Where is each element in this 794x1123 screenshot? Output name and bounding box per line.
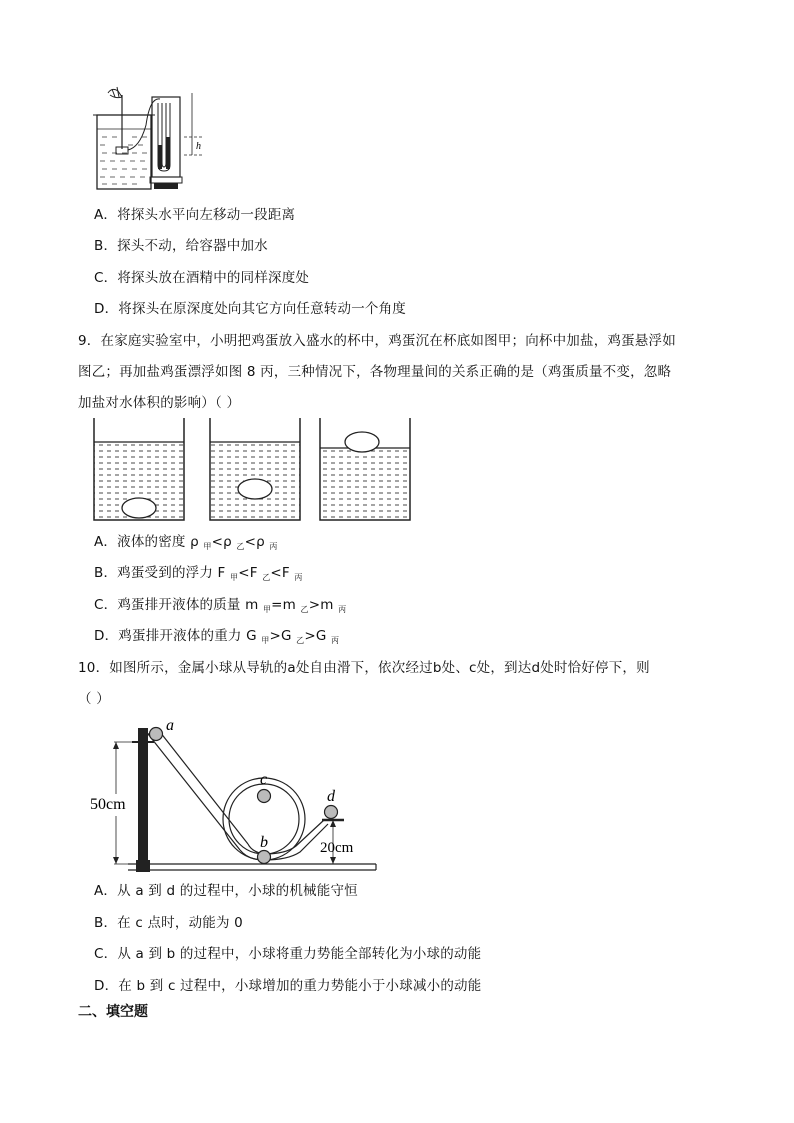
cup-bing — [320, 448, 410, 520]
q9-stem-line1: 9．在家庭实验室中，小明把鸡蛋放入盛水的杯中，鸡蛋沉在杯底如图甲；向杯中加盐，鸡蛋悬浮如 — [78, 333, 676, 349]
q10-option-a: A．从 a 到 d 的过程中，小球的机械能守恒 — [94, 883, 358, 899]
loop-track-figure — [88, 712, 378, 874]
q9-option-a: A．液体的密度 ρ $_甲$<ρ $_乙$<ρ $_丙$ — [94, 534, 278, 551]
q10-option-d: D．在 b 到 c 过程中，小球增加的重力势能小于小球减小的动能 — [94, 978, 482, 994]
ball-c — [258, 790, 271, 803]
egg-sunk — [122, 498, 156, 518]
q9-stem-line3: 加盐对水体积的影响）（ ） — [78, 395, 241, 411]
height-label-50cm: 50cm — [90, 796, 126, 813]
section-title-fill-blank: 二、填空题 — [78, 1004, 148, 1020]
q10-option-c: C．从 a 到 b 的过程中，小球将重力势能全部转化为小球的动能 — [94, 946, 482, 962]
q8-option-b: B．探头不动，给容器中加水 — [94, 238, 268, 254]
label-d: d — [327, 788, 335, 805]
label-c: c — [260, 771, 268, 788]
egg-suspended — [238, 479, 272, 499]
q8-option-a: A．将探头水平向左移动一段距离 — [94, 207, 296, 223]
egg-cups-figure — [90, 418, 420, 524]
q9-option-b: B．鸡蛋受到的浮力 F $_甲$<F $_乙$<F $_丙$ — [94, 565, 303, 582]
q9-option-d: D．鸡蛋排开液体的重力 G $_甲$>G $_乙$>G $_丙$ — [94, 628, 340, 645]
ball-b — [258, 851, 271, 864]
q9-option-c: C．鸡蛋排开液体的质量 m $_甲$=m $_乙$>m $_丙$ — [94, 597, 347, 614]
pressure-gauge-figure — [88, 85, 213, 195]
ball-a — [150, 728, 163, 741]
q10-option-b: B．在 c 点时，动能为 0 — [94, 915, 243, 931]
height-label-20cm: 20cm — [320, 840, 354, 856]
height-label: h — [196, 141, 201, 152]
q9-stem-line2: 图乙；再加盐鸡蛋漂浮如图 8 丙，三种情况下，各物理量间的关系正确的是（鸡蛋质量不变，忽略 — [78, 364, 672, 380]
label-a: a — [166, 717, 174, 734]
label-b: b — [260, 834, 268, 851]
support-post — [138, 728, 148, 870]
q10-stem-line2: （ ） — [78, 691, 110, 707]
ball-d — [325, 806, 338, 819]
q8-option-c: C．将探头放在酒精中的同样深度处 — [94, 270, 310, 286]
egg-floating — [345, 432, 379, 452]
q10-stem-line1: 10．如图所示，金属小球从导轨的a处自由滑下，依次经过b处、c处，到达d处时恰好停下，则 — [78, 660, 650, 676]
q8-option-d: D．将探头在原深度处向其它方向任意转动一个角度 — [94, 301, 406, 317]
